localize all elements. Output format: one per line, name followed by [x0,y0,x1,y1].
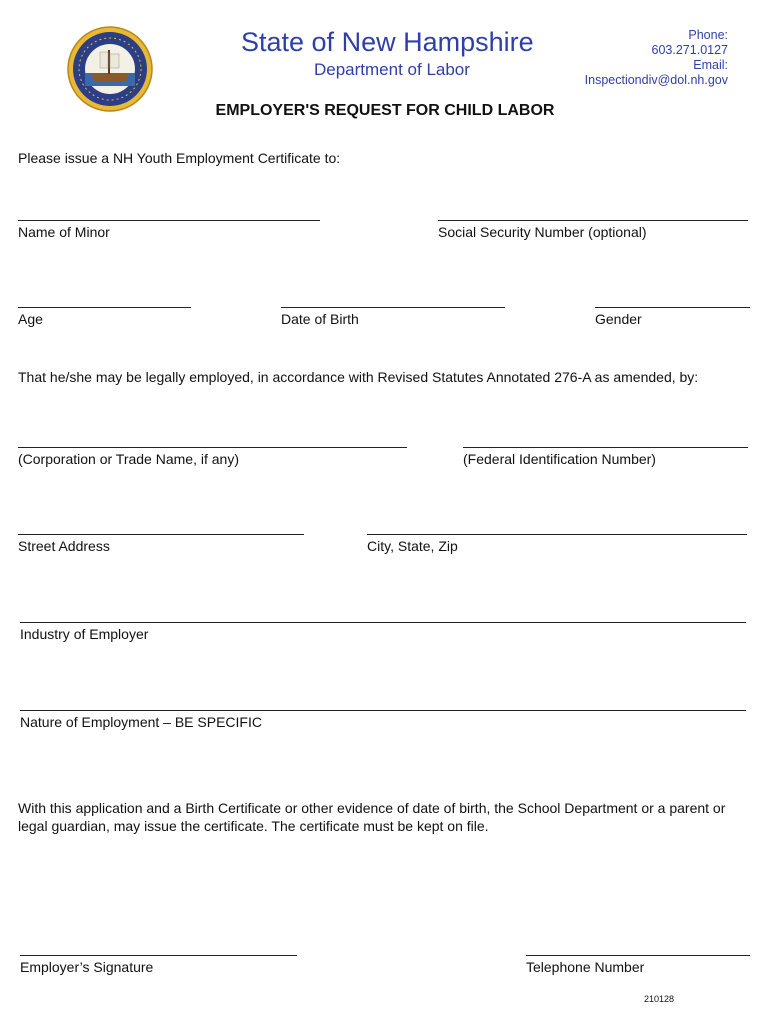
application-text: With this application and a Birth Certificate or other evidence of date of birth, the School Department or a parent or legal guardian, may issue the certificate. The certificate must be kept on file. [18,800,726,834]
industry-label: Industry of Employer [20,626,149,642]
statute-text: That he/she may be legally employed, in accordance with Revised Statutes Annotated 276-A as amended, by: [18,369,699,385]
telephone-label: Telephone Number [526,959,645,975]
form-title: EMPLOYER'S REQUEST FOR CHILD LABOR [215,102,555,119]
phone-number: 603.271.0127 [651,43,728,57]
nh-state-seal-icon [67,26,153,112]
corporation-name-label: (Corporation or Trade Name, if any) [18,451,239,467]
age-label: Age [18,311,43,327]
name-of-minor-label: Name of Minor [18,224,110,240]
street-address-field[interactable] [18,534,304,535]
fein-label: (Federal Identification Number) [463,451,656,467]
intro-text: Please issue a NH Youth Employment Certificate to: [18,150,341,166]
nature-of-employment-label: Nature of Employment – BE SPECIFIC [20,714,262,730]
state-title: State of New Hampshire [241,27,534,57]
department-name: Department of Labor [314,60,470,79]
email-address: Inspectiondiv@dol.nh.gov [584,73,728,87]
ssn-field[interactable] [438,220,748,221]
age-field[interactable] [18,307,191,308]
ssn-label: Social Security Number (optional) [438,224,647,240]
city-state-zip-label: City, State, Zip [367,538,458,554]
form-code: 210128 [644,994,675,1004]
employer-signature-field[interactable] [20,955,297,956]
street-address-label: Street Address [18,538,110,554]
gender-label: Gender [595,311,642,327]
industry-field[interactable] [20,622,746,623]
date-of-birth-label: Date of Birth [281,311,359,327]
employer-signature-label: Employer’s Signature [20,959,154,975]
date-of-birth-field[interactable] [281,307,505,308]
city-state-zip-field[interactable] [367,534,747,535]
corporation-name-field[interactable] [18,447,407,448]
name-of-minor-field[interactable] [18,220,320,221]
contact-info [585,28,728,88]
telephone-field[interactable] [526,955,750,956]
fein-field[interactable] [463,447,748,448]
gender-field[interactable] [595,307,750,308]
nature-of-employment-field[interactable] [20,710,746,711]
phone-label: Phone: [688,28,728,42]
email-label: Email: [693,58,728,72]
